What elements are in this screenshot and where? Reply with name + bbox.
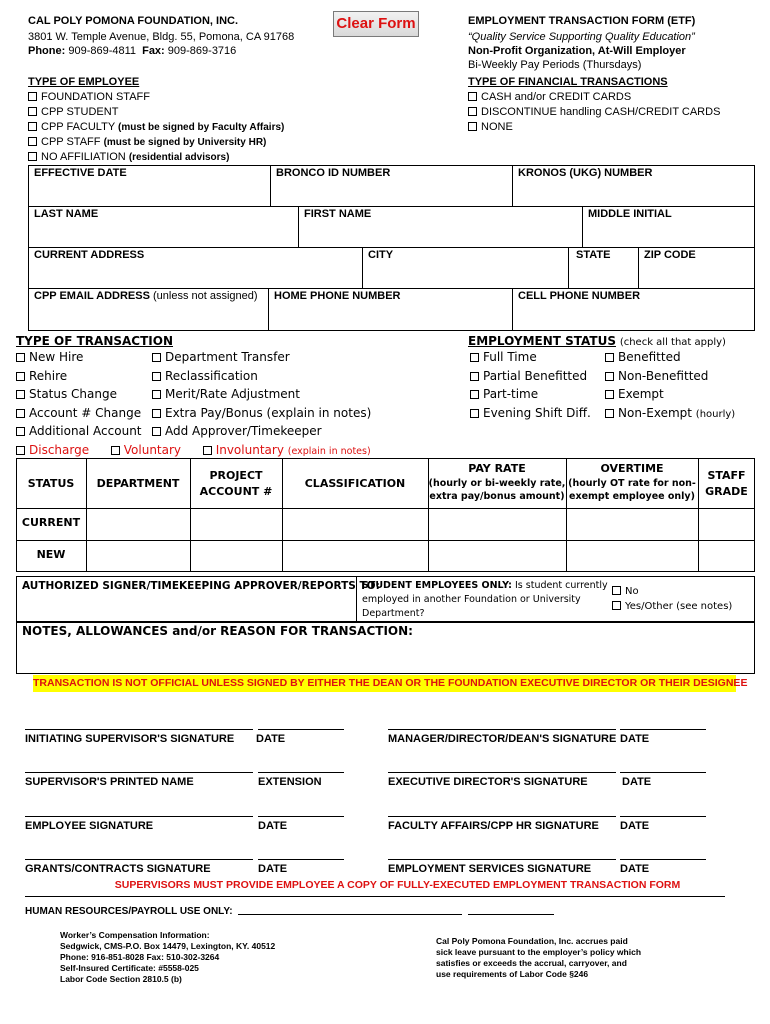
option-label: Part-time [483,387,539,401]
option-note: (must be signed by University HR) [103,137,267,148]
option-label: Benefitted [618,350,681,364]
transaction-heading: TYPE OF TRANSACTION [16,334,174,348]
option-label: Merit/Rate Adjustment [165,387,300,401]
checkbox[interactable] [468,122,477,131]
col-staff-l2: GRADE [705,485,748,498]
checkbox[interactable] [605,409,614,418]
signer-input[interactable] [18,596,354,620]
student-answer [612,584,732,614]
sick-leave [436,936,641,980]
signer-label: AUTHORIZED SIGNER/TIMEKEEPING APPROVER/REPORTS TO: [22,580,380,592]
faculty-date-input[interactable] [620,792,706,814]
kronos-label: KRONOS (UKG) NUMBER [518,167,653,179]
checkbox[interactable] [28,137,37,146]
non-exempt-note: (hourly) [695,408,736,420]
option-label: Non-Benefitted [618,368,709,383]
last-name-label: LAST NAME [34,208,99,220]
checkbox[interactable] [470,390,479,399]
student-q1: Is student currently [515,580,608,591]
state-input[interactable] [570,264,636,286]
middle-initial-label: MIDDLE INITIAL [588,208,672,220]
home-phone-input[interactable] [270,305,510,329]
state-label: STATE [576,249,611,261]
clear-form-button[interactable]: Clear Form [333,11,419,37]
employee-signature-input[interactable] [25,792,253,814]
option-label: CPP FACULTY [41,121,115,133]
zip-input[interactable] [640,264,752,286]
city-label: CITY [368,249,394,261]
employee-type-option [28,105,284,120]
emp-status-heading [468,334,726,348]
option-label: CPP STUDENT [41,106,119,118]
cell-phone-input[interactable] [514,305,752,329]
status-option [470,369,591,388]
notes-input[interactable] [18,640,753,672]
extension-label: EXTENSION [258,776,322,788]
bronco-id-label: BRONCO ID NUMBER [276,167,391,179]
status-option [605,350,735,369]
option-label: CASH and/or CREDIT CARDS [481,91,632,103]
org-name: CAL POLY POMONA FOUNDATION, INC. [28,15,239,27]
checkbox[interactable] [152,427,161,436]
status-option [470,387,591,406]
workers-comp-line: Phone: 916-851-8028 Fax: 510-302-3264 [60,952,220,962]
col-overtime-note: (hourly OT rate for non- [568,478,696,489]
student-q2: employed in another Foundation or University [362,594,581,605]
option-label: Exempt [618,387,664,401]
option-note: (residential advisors) [128,152,230,163]
effective-date-label: EFFECTIVE DATE [34,167,127,179]
option-label: NONE [481,121,513,133]
phone-label: Phone: [28,45,66,57]
col-project-l1: PROJECT [209,469,263,482]
checkbox[interactable] [152,390,161,399]
financial-heading: TYPE OF FINANCIAL TRANSACTIONS [468,76,668,88]
emp-status-col1 [470,350,591,424]
date-label: DATE [258,863,288,875]
email-label [34,290,258,302]
supervisors-note: SUPERVISORS MUST PROVIDE EMPLOYEE A COPY OF FULLY-EXECUTED EMPLOYMENT TRANSACTION FORM [114,879,681,891]
cell-phone-label: CELL PHONE NUMBER [518,290,641,302]
workers-comp-line: Labor Code Section 2810.5 (b) [60,974,182,984]
col-staff-grade [698,468,755,500]
home-phone-label: HOME PHONE NUMBER [274,290,401,302]
kronos-input[interactable] [514,182,752,204]
status-option [605,406,735,425]
employee-type-list [28,90,284,165]
faculty-signature-input[interactable] [388,792,616,814]
emp-status-title: EMPLOYMENT STATUS [468,334,616,348]
col-department: DEPARTMENT [96,477,180,490]
notes-label: NOTES, ALLOWANCES and/or REASON FOR TRANSACTION: [22,624,413,638]
student-question [362,579,608,621]
checkbox[interactable] [152,353,161,362]
current-address-input[interactable] [30,264,360,286]
voluntary-label: Voluntary [123,442,182,457]
discharge-label: Discharge [29,442,90,457]
email-input[interactable] [30,305,266,329]
date-label: DATE [256,733,286,745]
student-q3: Department? [362,608,425,619]
fax-label: Fax: [142,45,165,57]
financial-option [468,120,720,135]
checkbox[interactable] [28,122,37,131]
checkbox[interactable] [468,107,477,116]
row-current: CURRENT [21,516,81,529]
official-warning: TRANSACTION IS NOT OFFICIAL UNLESS SIGNED BY EITHER THE DEAN OR THE FOUNDATION EXECUTIVE DIRECTOR OR THEIR DESIGNEE [33,675,736,692]
sup-printed-input[interactable] [25,748,253,770]
option-note: (must be signed by Faculty Affairs) [118,122,285,133]
checkbox[interactable] [16,353,25,362]
mgr-signature-label: MANAGER/DIRECTOR/DEAN'S SIGNATURE [388,733,617,745]
col-status: STATUS [27,477,75,490]
option-label: Rehire [29,368,68,383]
sick-leave-line: satisfies or exceeds the accrual, carryover, and [436,958,627,968]
option-label: Add Approver/Timekeeper [165,424,322,438]
checkbox[interactable] [16,427,25,436]
grants-date-input[interactable] [258,835,344,857]
option-label: Full Time [483,350,537,364]
hr-label: HUMAN RESOURCES/PAYROLL USE ONLY: [25,906,233,917]
option-label: DISCONTINUE handling CASH/CREDIT CARDS [481,106,721,118]
sick-leave-line: use requirements of Labor Code §246 [436,969,589,979]
col-classification: CLASSIFICATION [304,477,406,490]
option-label: Extra Pay/Bonus (explain in notes) [165,405,372,420]
transaction-option [152,424,371,443]
first-name-input[interactable] [300,223,580,245]
transaction-option [152,406,371,425]
transaction-option [152,369,371,388]
option-label: Status Change [29,387,117,401]
date-label: DATE [258,820,288,832]
checkbox[interactable] [16,409,25,418]
mgr-signature-input[interactable] [388,705,616,727]
checkbox[interactable] [152,409,161,418]
option-label: FOUNDATION STAFF [41,91,150,103]
financial-list [468,90,720,135]
effective-date-input[interactable] [30,182,268,204]
option-label: Department Transfer [165,350,290,364]
option-label: NO AFFILIATION [41,151,126,163]
option-label: Account # Change [29,405,142,420]
col-pay-rate-note: (hourly or bi-weekly rate, [428,478,566,489]
employee-type-heading: TYPE OF EMPLOYEE [28,76,140,88]
checkbox[interactable] [470,353,479,362]
grants-signature-input[interactable] [25,835,253,857]
workers-comp-line: Worker’s Compensation Information: [60,930,210,940]
first-name-label: FIRST NAME [304,208,372,220]
checkbox[interactable] [468,92,477,101]
emp-services-signature-input[interactable] [388,835,616,857]
transaction-option [152,350,371,369]
checkbox[interactable] [28,152,37,161]
checkbox[interactable] [470,409,479,418]
emp-services-date-input[interactable] [620,835,706,857]
sick-leave-line: Cal Poly Pomona Foundation, Inc. accrues paid [436,936,628,946]
transaction-col2 [152,350,371,443]
exec-dir-signature-label: EXECUTIVE DIRECTOR'S SIGNATURE [388,776,588,788]
extension-input[interactable] [258,748,344,770]
exec-dir-date-input[interactable] [620,748,706,770]
emp-status-note: (check all that apply) [619,337,726,348]
checkbox[interactable] [605,390,614,399]
exec-dir-signature-input[interactable] [388,748,616,770]
current-address-label: CURRENT ADDRESS [34,249,145,261]
employee-type-option [28,135,284,150]
checkbox[interactable] [28,107,37,116]
zip-label: ZIP CODE [644,249,696,261]
checkbox[interactable] [605,372,614,381]
hr-date-input[interactable] [468,900,554,913]
student-no [612,584,732,599]
status-option [470,406,591,425]
involuntary-label: Involuntary [215,442,284,457]
col-pay-rate-title: PAY RATE [468,462,526,475]
form-tagline: “Quality Service Supporting Quality Education” [468,31,695,43]
student-yes [612,599,732,614]
emp-status-col2 [605,350,735,424]
employee-type-option [28,120,284,135]
checkbox[interactable] [16,390,25,399]
org-type: Non-Profit Organization, At-Will Employer [468,45,686,57]
checkbox[interactable] [28,92,37,101]
option-label: Evening Shift Diff. [483,405,591,420]
city-input[interactable] [364,264,566,286]
option-label: Additional Account [29,424,142,438]
student-bold: STUDENT EMPLOYEES ONLY: [362,580,512,591]
workers-comp [60,930,275,985]
org-fax: 909-869-3716 [167,45,237,57]
date-label: DATE [620,733,650,745]
init-sup-signature-input[interactable] [25,705,253,727]
transaction-option [152,387,371,406]
row-new: NEW [36,548,66,561]
col-staff-l1: STAFF [707,469,746,482]
col-overtime-note: exempt employee only) [569,491,695,502]
col-overtime-title: OVERTIME [600,462,664,475]
col-pay-rate-note: extra pay/bonus amount) [429,491,565,502]
date-label: DATE [622,776,652,788]
date-label: DATE [620,820,650,832]
checkbox[interactable] [152,372,161,381]
org-contact [28,45,236,57]
checkbox[interactable] [111,446,120,455]
financial-option [468,105,720,120]
checkbox[interactable] [470,372,479,381]
col-project [190,468,282,500]
status-option [605,369,735,388]
option-label: Partial Benefitted [483,368,588,383]
student-q1-line [362,579,608,593]
col-pay-rate [428,462,566,503]
option-label: Non-Exempt [618,405,692,420]
status-option [605,387,735,406]
init-sup-signature-label: INITIATING SUPERVISOR'S SIGNATURE [25,733,235,745]
date-label: DATE [620,863,650,875]
workers-comp-line: Self-Insured Certificate: #5558-025 [60,963,199,973]
option-label: Reclassification [165,368,258,383]
checkbox[interactable] [605,353,614,362]
faculty-signature-label: FACULTY AFFAIRS/CPP HR SIGNATURE [388,820,599,832]
col-overtime [566,462,698,503]
org-phone: 909-869-4811 [68,45,137,57]
status-option [470,350,591,369]
pay-periods: Bi-Weekly Pay Periods (Thursdays) [468,59,642,71]
financial-option [468,90,720,105]
option-label: New Hire [29,350,84,364]
checkbox[interactable] [16,446,25,455]
last-name-input[interactable] [30,223,296,245]
bronco-id-input[interactable] [272,182,510,204]
workers-comp-line: Sedgwick, CMS-P.O. Box 14479, Lexington, KY. 40512 [60,941,276,951]
sick-leave-line: sick leave pursuant to the employer’s policy which [436,947,642,957]
employee-type-option [28,90,284,105]
email-label-text: CPP EMAIL ADDRESS [34,290,150,302]
checkbox[interactable] [203,446,212,455]
involuntary-note: (explain in notes) [287,445,371,457]
init-sup-date-input[interactable] [258,705,344,727]
hr-input[interactable] [238,900,462,913]
checkbox[interactable] [16,372,25,381]
no-label: No [625,586,639,597]
org-address: 3801 W. Temple Avenue, Bldg. 55, Pomona, CA 91768 [28,31,295,43]
emp-services-signature-label: EMPLOYMENT SERVICES SIGNATURE [388,863,592,875]
grants-signature-label: GRANTS/CONTRACTS SIGNATURE [25,863,211,875]
middle-initial-input[interactable] [584,223,752,245]
checkbox[interactable] [612,586,621,595]
employee-date-input[interactable] [258,792,344,814]
yes-label: Yes/Other (see notes) [625,601,733,612]
email-note: (unless not assigned) [153,290,258,302]
col-project-l2: ACCOUNT # [199,485,273,498]
employee-signature-label: EMPLOYEE SIGNATURE [25,820,154,832]
employee-type-option [28,150,284,165]
checkbox[interactable] [612,601,621,610]
option-label: CPP STAFF [41,136,101,148]
mgr-date-input[interactable] [620,705,706,727]
form-title: EMPLOYMENT TRANSACTION FORM (ETF) [468,15,696,27]
sup-printed-label: SUPERVISOR'S PRINTED NAME [25,776,194,788]
